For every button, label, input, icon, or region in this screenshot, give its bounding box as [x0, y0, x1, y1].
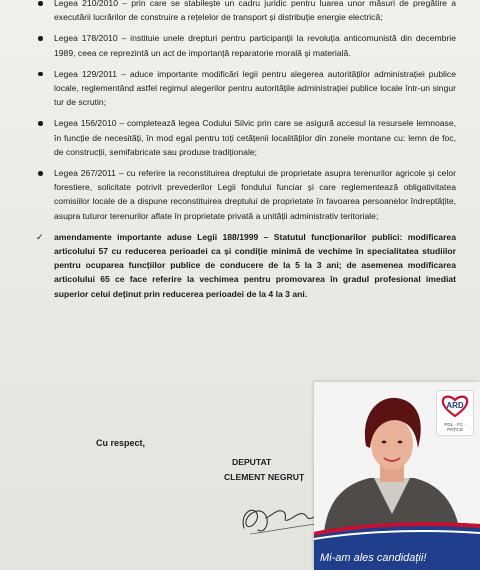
law-list	[36, 0, 456, 308]
list-item-text: Legea 178/2010 – instituie unele drepturi pentru participanții la revoluția anticomunistă din decembrie 1989, ceea ce reprezintă un act de importanță reparatorie morală și materială.	[54, 33, 456, 58]
bullet-icon	[38, 121, 43, 126]
bullet-icon	[38, 72, 43, 77]
signatory-name: CLEMENT NEGRUȚ	[224, 472, 305, 482]
campaign-card	[314, 382, 480, 570]
signatory-role: DEPUTAT	[232, 457, 272, 467]
list-item	[36, 166, 456, 223]
closing-salutation: Cu respect,	[96, 438, 146, 448]
list-item	[36, 67, 456, 110]
list-item-amendment	[36, 230, 456, 301]
list-item	[36, 31, 456, 59]
list-item-text: Legea 156/2010 – completează legea Codului Silvic prin care se asigură accesul la resursele lemnoase, în funcție de necesități, în mod egal pentru toți cetățenii localităților din zonele montane cu: lemn de foc, de construcții, semifabricate sau produse tradiționale;	[54, 118, 456, 157]
logo-parties: PDL · FC · PNȚCD	[444, 422, 466, 432]
list-item-text: amendamente importante aduse Legii 188/1999 – Statutul funcționarilor publici: modificarea articolului 57 cu reducerea perioadei ca și condiție minimă de vechime în specialitatea studiilor pentru ocuparea funcțiilor publice de conducere de la 5 la 3 ani; de asemenea modificarea articolului 65 ce face referire la vechimea pentru promovarea în gradul profesional imediat superior celui deținut prin reducerea perioadei de la 4 la 3 ani.	[54, 231, 456, 299]
bullet-icon	[38, 171, 43, 176]
list-item-text: Legea 129/2011 – aduce importante modificări legii pentru alegerea autorităților administrației publice locale, reglementând astfel regimul alegerilor pentru autoritățile administrației publice locale într-un singur tur de scrutin;	[54, 68, 456, 108]
ard-logo	[436, 390, 474, 436]
campaign-slogan: Mi-am ales candidații!	[320, 552, 427, 564]
list-item	[36, 0, 456, 24]
bullet-icon	[38, 36, 43, 41]
list-item-text: Legea 267/2011 – cu referire la reconstituirea dreptului de proprietate asupra terenurilor agricole și celor forestiere, solicitate potrivit prevederilor Legii fondului funciar și care reglementează obligativitatea comisiilor locale de a dispune reconstituirea dreptului de proprietate în favoarea persoanelor îndreptățite, asupra tuturor terenurilor aflate în proprietate privată a unității administrativ teritoriale;	[54, 168, 456, 221]
logo-text: ARD	[446, 401, 464, 410]
handwritten-signature	[236, 494, 326, 540]
checkmark-icon: ✓	[36, 231, 44, 242]
list-item	[36, 116, 456, 159]
bullet-icon	[38, 1, 43, 6]
list-item-text: Legea 210/2010 – prin care se stabilește un cadru juridic pentru luarea unor măsuri de pregătire a executării lucrărilor de construire a rețelelor de transport și distribuție energie electrică;	[54, 0, 456, 23]
